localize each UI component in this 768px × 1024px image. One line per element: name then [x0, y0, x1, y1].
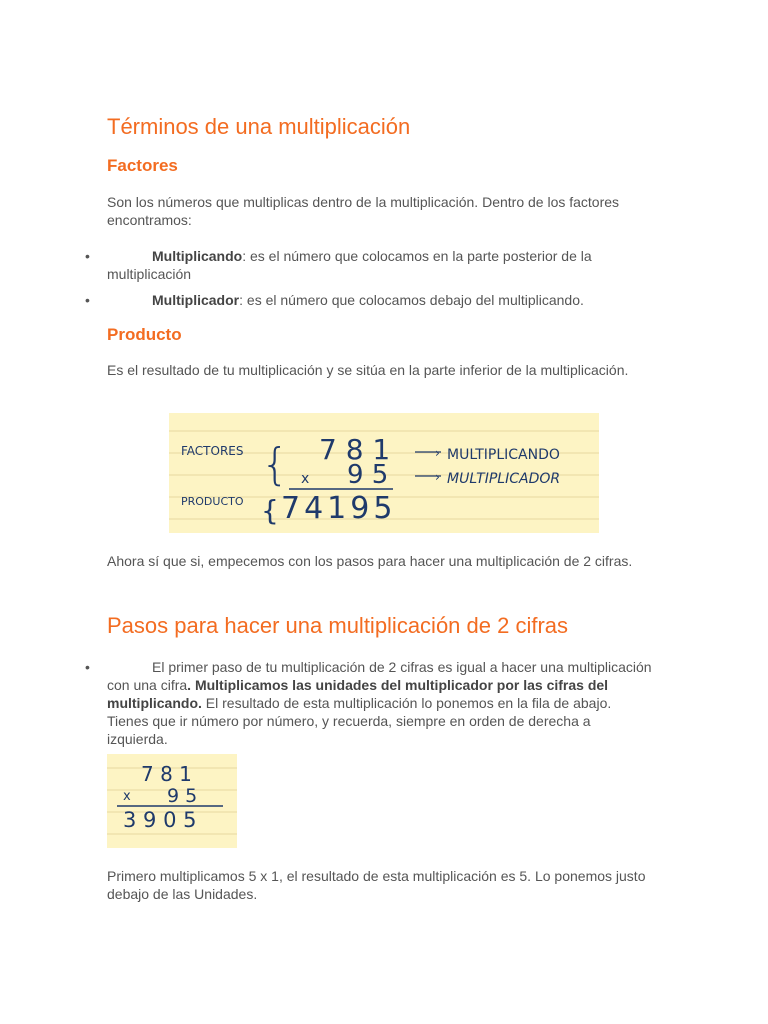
label-producto: PRODUCTO — [181, 495, 244, 508]
bullet-dot: • — [85, 292, 90, 308]
bullet-dot: • — [85, 248, 90, 264]
arrow-icon: › — [435, 470, 440, 484]
heading-pasos: Pasos para hacer una multiplicación de 2 cifras — [107, 613, 569, 638]
transition-text: Ahora sí que si, empecemos con los pasos para hacer una multiplicación de 2 cifras. — [107, 553, 633, 569]
definition-multiplicador: : es el número que colocamos debajo del multiplicando. — [239, 292, 584, 308]
arrow-label-multiplicador: MULTIPLICADOR — [447, 471, 561, 487]
label-factores: FACTORES — [181, 444, 244, 458]
product: 74195 — [281, 491, 397, 526]
partial-result: 3 9 0 5 — [123, 808, 197, 832]
multiplicand: 7 8 1 — [319, 433, 391, 466]
step-1-text-a: El primer paso de tu multiplicación de 2 cifras es igual a hacer una multiplicación con una cifra — [107, 659, 652, 693]
step-1-bold: . Multiplicamos las unidades del multiplicador por las cifras del multiplicando. — [107, 677, 609, 711]
arrow-label-multiplicando: MULTIPLICANDO — [447, 447, 560, 463]
multiplier: 9 5 — [167, 785, 198, 807]
arrow-icon: › — [435, 446, 440, 460]
list-item-multiplicador — [107, 291, 652, 309]
closing-text: Primero multiplicamos 5 x 1, el resultado de esta multiplicación es 5. Lo ponemos justo debajo de las Unidades. — [107, 868, 646, 902]
term-multiplicador: Multiplicador — [152, 292, 240, 308]
term-multiplicando: Multiplicando — [152, 248, 243, 264]
producto-text: Es el resultado de tu multiplicación y se sitúa en la parte inferior de la multiplicación. — [107, 362, 629, 378]
heading-factores: Factores — [107, 156, 178, 175]
step-1 — [107, 658, 652, 748]
brace-factores: { — [261, 439, 289, 490]
multiplication-terms-figure — [169, 413, 599, 533]
times-sign: x — [123, 789, 131, 804]
list-item-multiplicando — [107, 247, 652, 283]
definition-multiplicando: : es el número que colocamos en la parte posterior de la multiplicación — [107, 248, 592, 282]
page-title: Términos de una multiplicación — [107, 114, 411, 139]
first-step-figure — [107, 754, 237, 848]
bullet-dot: • — [85, 659, 90, 675]
multiplier: 9 5 — [347, 460, 389, 490]
brace-producto: { — [261, 494, 279, 527]
step-1-text-b: El resultado de esta multiplicación lo ponemos en la fila de abajo. Tienes que ir número por número, y recuerda, siempre en orden de derecha a izquierda. — [107, 695, 612, 747]
multiplicand: 7 8 1 — [141, 762, 192, 786]
factores-intro: Son los números que multiplicas dentro de la multiplicación. Dentro de los factores encontramos: — [107, 194, 620, 228]
times-sign: x — [301, 471, 310, 487]
heading-producto: Producto — [107, 325, 182, 344]
